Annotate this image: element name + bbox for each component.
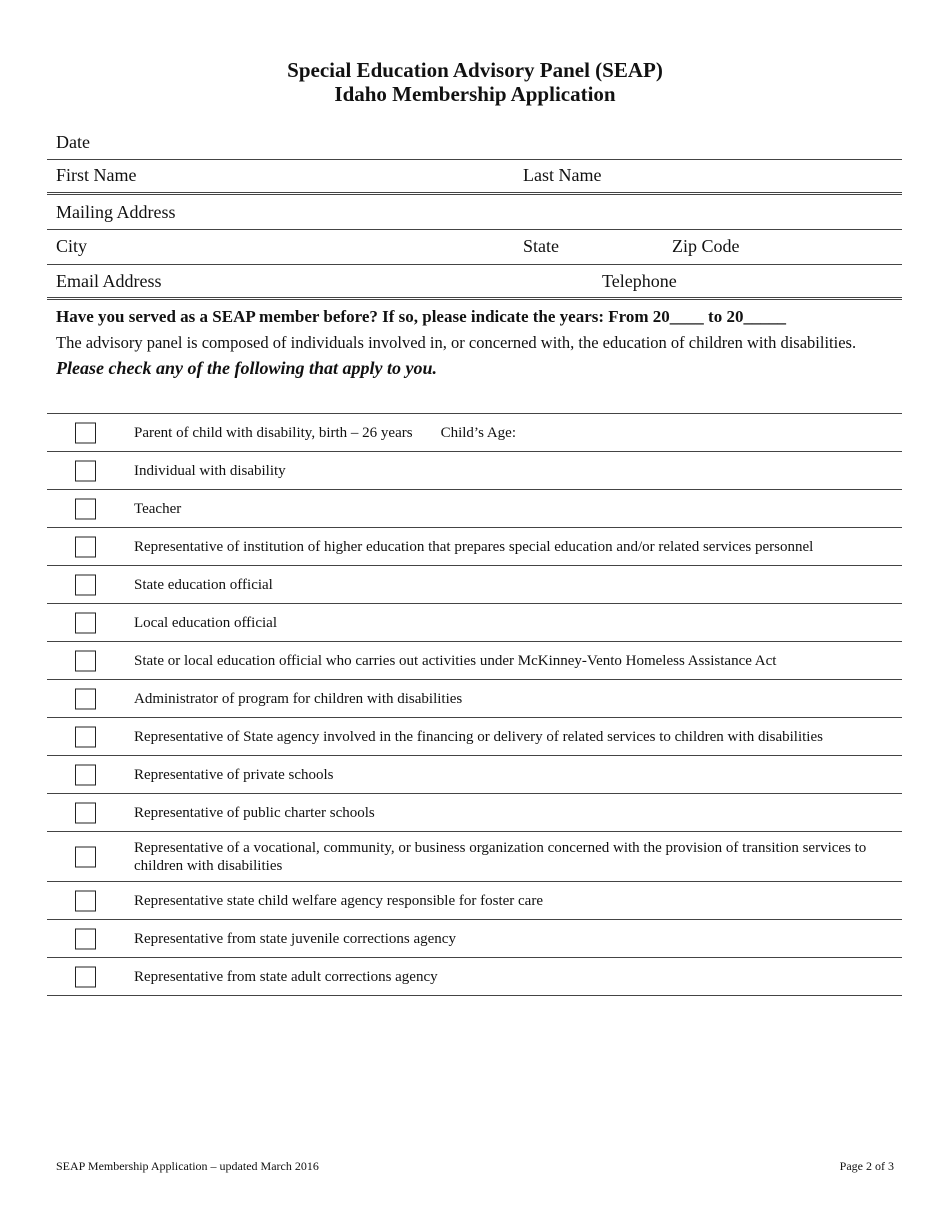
date-label: Date <box>56 132 90 152</box>
list-item <box>47 832 902 882</box>
list-item <box>47 642 902 680</box>
first-name-label: First Name <box>56 165 137 185</box>
item-label: Administrator of program for children with disabilities <box>134 690 463 707</box>
checkbox[interactable] <box>75 846 96 867</box>
checkbox[interactable] <box>75 802 96 823</box>
checkbox[interactable] <box>75 536 96 557</box>
item-label: State education official <box>134 576 273 593</box>
list-item <box>47 680 902 718</box>
item-label: Representative of State agency involved in the financing or delivery of related services to children with disabilities <box>134 728 823 745</box>
item-label: Representative of a vocational, community, or business organization concerned with the provision of transition services to children with disabilities <box>134 839 867 874</box>
form-subtitle: Idaho Membership Application <box>334 82 616 106</box>
eligibility-checklist <box>47 413 902 996</box>
footer-version: SEAP Membership Application – updated March 2016 <box>56 1159 319 1173</box>
prior-service-question: Have you served as a SEAP member before? If so, please indicate the years: From 20____ to 20_____ <box>56 307 786 326</box>
list-item <box>47 528 902 566</box>
checkbox[interactable] <box>75 726 96 747</box>
last-name-label: Last Name <box>523 165 602 185</box>
date-row[interactable] <box>47 124 902 160</box>
list-item <box>47 920 902 958</box>
email-address-label: Email Address <box>56 271 162 291</box>
item-label: Representative of institution of higher education that prepares special education and/or related services personnel <box>134 538 814 555</box>
list-item <box>47 452 902 490</box>
list-item <box>47 756 902 794</box>
checkbox[interactable] <box>75 928 96 949</box>
checkbox[interactable] <box>75 460 96 481</box>
checkbox[interactable] <box>75 422 96 443</box>
item-label: State or local education official who carries out activities under McKinney-Vento Homeless Assistance Act <box>134 652 777 669</box>
mailing-address-label: Mailing Address <box>56 202 176 222</box>
child-age-label: Child’s Age: <box>440 424 516 441</box>
checkbox[interactable] <box>75 966 96 987</box>
panel-description: The advisory panel is composed of individuals involved in, or concerned with, the education of children with disabilities. <box>56 333 857 352</box>
checkbox[interactable] <box>75 764 96 785</box>
item-label: Representative from state juvenile corrections agency <box>134 930 456 947</box>
zip-code-label: Zip Code <box>672 236 740 256</box>
checkbox[interactable] <box>75 612 96 633</box>
item-label: Teacher <box>134 500 182 517</box>
list-item <box>47 794 902 832</box>
item-label: Parent of child with disability, birth – 26 years <box>134 424 413 441</box>
list-item <box>47 958 902 996</box>
item-label: Representative of private schools <box>134 766 334 783</box>
list-item <box>47 882 902 920</box>
email-telephone-row[interactable] <box>47 265 902 300</box>
state-label: State <box>523 236 559 256</box>
name-row[interactable] <box>47 160 902 195</box>
list-item <box>47 718 902 756</box>
list-item <box>47 414 902 452</box>
mailing-address-row[interactable] <box>47 196 902 230</box>
checkbox[interactable] <box>75 498 96 519</box>
list-item <box>47 604 902 642</box>
telephone-label: Telephone <box>602 271 677 291</box>
city-label: City <box>56 236 88 256</box>
item-label: Individual with disability <box>134 462 286 479</box>
city-state-zip-row[interactable] <box>47 230 902 265</box>
item-label: Representative state child welfare agency responsible for foster care <box>134 892 543 909</box>
item-label: Local education official <box>134 614 277 631</box>
list-item <box>47 566 902 604</box>
item-label: Representative from state adult corrections agency <box>134 968 438 985</box>
check-instruction: Please check any of the following that apply to you. <box>56 358 437 378</box>
form-title: Special Education Advisory Panel (SEAP) <box>287 58 663 82</box>
checkbox[interactable] <box>75 688 96 709</box>
list-item <box>47 490 902 528</box>
checkbox[interactable] <box>75 574 96 595</box>
item-label: Representative of public charter schools <box>134 804 375 821</box>
checkbox[interactable] <box>75 650 96 671</box>
checkbox[interactable] <box>75 890 96 911</box>
page-number: Page 2 of 3 <box>839 1159 894 1173</box>
